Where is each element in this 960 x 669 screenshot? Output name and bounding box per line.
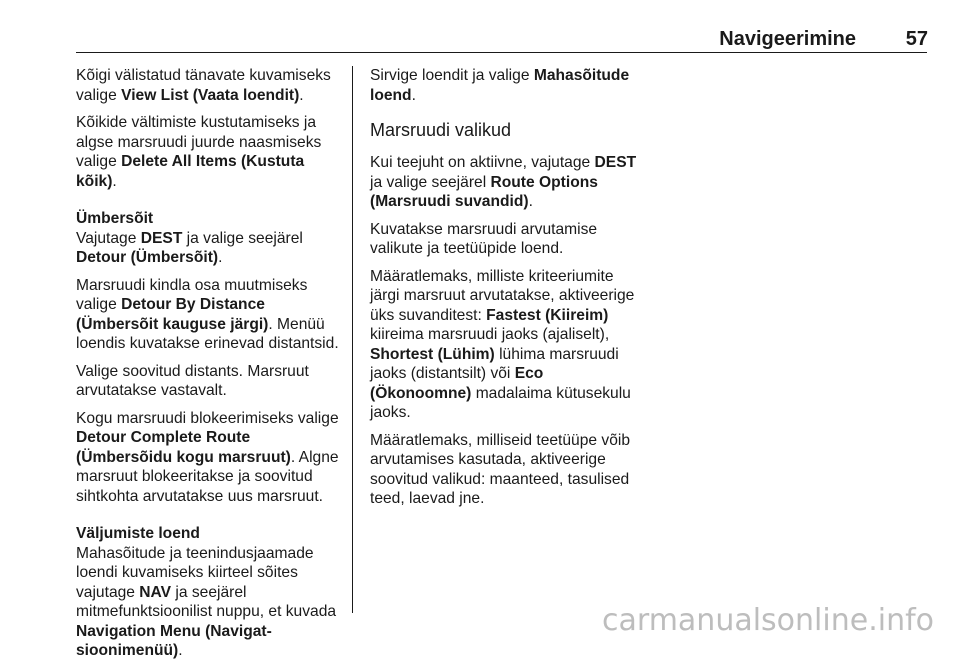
page-number: 57 <box>905 28 928 50</box>
paragraph: Määratlemaks, milliste kriteeriumite järgi marsruut arvutatakse, aktiveerige üks suvanditest: Fastest (Kiireim) kiireima marsruudi jaoks (ajaliselt), Shortest (Lühim) lühima marsruudi jaoks (distantsilt) või Eco (Ökonoomne) madalaima kütusekulu jaoks. <box>370 267 635 421</box>
watermark: carmanualsonline.info <box>602 603 934 638</box>
chapter-title: Navigeerimine <box>719 28 856 50</box>
page-header <box>0 28 960 52</box>
paragraph: Kuvatakse marsruudi arvutamise valikute ja teetüüpide loend. <box>370 220 598 257</box>
section-heading-exit-list: Väljumiste loend <box>76 525 200 542</box>
paragraph: Määratlemaks, milliseid teetüüpe võib arvutamises kasutada, aktiveerige soovitud valikud: maanteed, tasulised teed, laevad jne. <box>370 431 631 507</box>
paragraph: Kõikide vältimiste kustutamiseks ja algse marsruudi juurde naasmiseks valige Delete All Items (Kustuta kõik). <box>76 114 322 190</box>
left-column <box>76 66 348 669</box>
paragraph: Kõigi välistatud tänavate kuvamiseks valige View List (Vaata loendit). <box>76 67 331 104</box>
paragraph: Marsruudi kindla osa muutmiseks valige Detour By Distance (Ümbersõit kauguse järgi). Menüü loendis kuvatakse erinevad distantsid. <box>76 276 339 352</box>
section-heading-route-options: Marsruudi valikud <box>370 120 512 140</box>
header-rule <box>76 52 927 53</box>
paragraph: Vajutage DEST ja valige seejärel Detour (Ümbersõit). <box>76 229 303 266</box>
paragraph: Sirvige loendit ja valige Mahasõitude loend. <box>370 67 630 104</box>
paragraph: Valige soovitud distants. Marsruut arvutatakse vastavalt. <box>76 362 309 399</box>
paragraph: Kogu marsruudi blokeerimiseks valige Detour Complete Route (Ümbersõidu kogu marsruut). Algne marsruut blokeeritakse ja soovitud sihtkohta arvutatakse uus marsruut. <box>76 409 339 505</box>
paragraph: Kui teejuht on aktiivne, vajutage DEST ja valige seejärel Route Options (Marsruudi suvandid). <box>370 154 637 210</box>
right-column <box>370 66 642 517</box>
column-divider <box>352 66 353 613</box>
paragraph: Mahasõitude ja teenindusjaamade loendi kuvamiseks kiirteel sõites vajutage NAV ja seejärel mitmefunktsioonilist nuppu, et kuvada Navigation Menu (Navigatsioonimenüü). <box>76 544 337 659</box>
section-heading-detour: Ümbersõit <box>76 210 154 227</box>
